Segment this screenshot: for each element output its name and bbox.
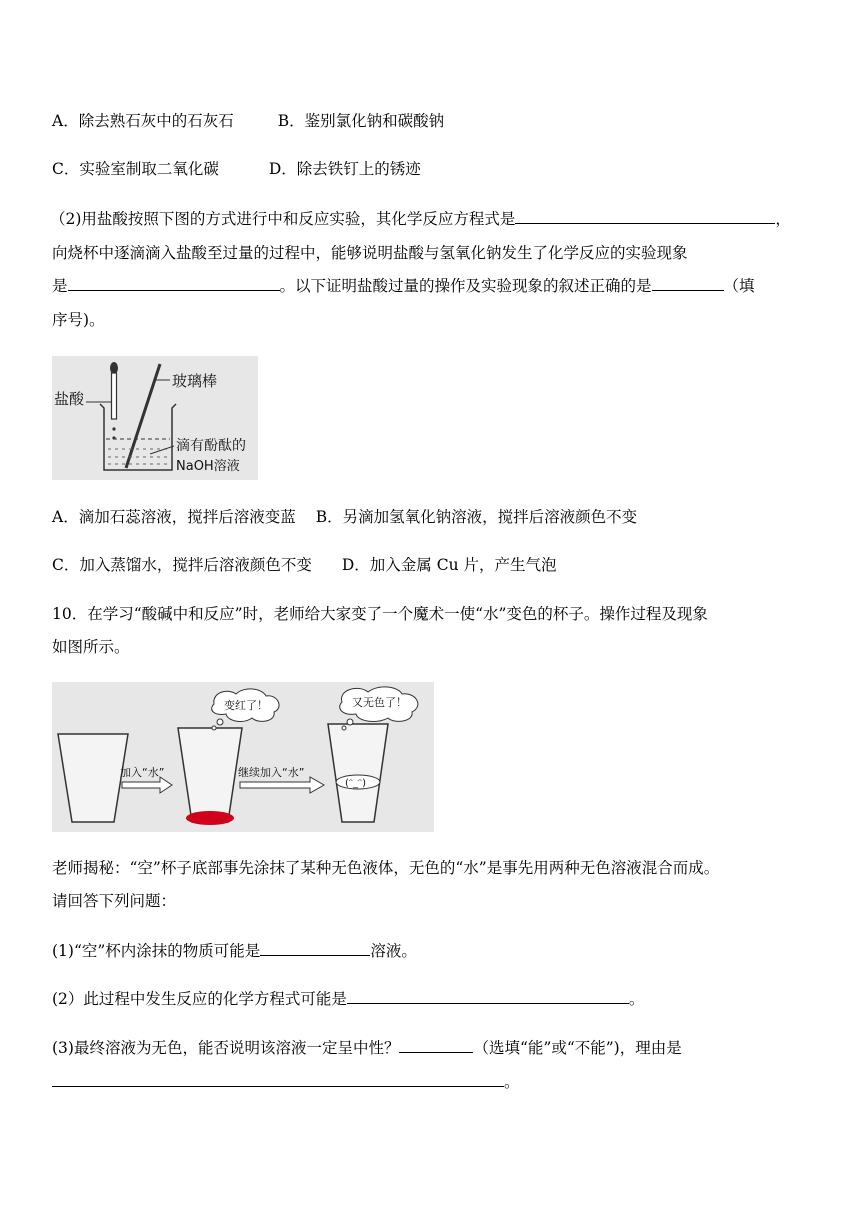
- arrow-label-2: 继续加入“水”: [238, 766, 305, 779]
- acid-drop: [112, 427, 115, 430]
- q10-part3-line-1: (3)最终溶液为无色，能否说明该溶液一定呈中性？ （选填“能”或“不能”)，理由是: [52, 1039, 682, 1057]
- label-solution-1: 滴有酚酞的: [176, 438, 246, 454]
- empty-cup: [58, 734, 128, 822]
- q9-part2-line-2: 向烧杯中逐滴滴入盐酸至过量的过程中，能够说明盐酸与氢氧化钠发生了化学反应的实验现象: [52, 244, 688, 262]
- answer-blank-substance[interactable]: [260, 940, 370, 956]
- answer-blank-phenomenon[interactable]: [68, 275, 280, 291]
- arrow-label-1: 加入“水”: [120, 766, 165, 779]
- bubble-dot: [212, 726, 216, 730]
- label-solution-2: NaOH溶液: [176, 459, 240, 474]
- answer-blank-reason[interactable]: [52, 1071, 504, 1087]
- red-cup: [178, 728, 242, 822]
- bubble-text-2: 又无色了！: [352, 696, 407, 709]
- option-d: D．除去铁钉上的锈迹: [268, 160, 421, 178]
- dropper-tube: [112, 373, 117, 419]
- beaker-illustration: [52, 356, 258, 480]
- answer-blank-equation[interactable]: [515, 208, 775, 224]
- cups-figure: [52, 682, 434, 832]
- q10-stem-line-1: 10．在学习“酸碱中和反应”时，老师给大家变了一个魔术一使“水”变色的杯子。操作过程及现象: [52, 605, 708, 623]
- q9-part2-line-3: 是 。以下证明盐酸过量的操作及实验现象的叙述正确的是 （填: [52, 277, 755, 295]
- cup-face: (ᵔ_ᵔ): [345, 778, 367, 789]
- option-a: A．除去熟石灰中的石灰石: [52, 112, 234, 130]
- q9-part2-line-4: 序号)。: [52, 311, 105, 329]
- choice-b: B．另滴加氢氧化钠溶液，搅拌后溶液颜色不变: [315, 508, 638, 526]
- bubble-dot: [217, 719, 223, 725]
- q10-reveal-line-1: 老师揭秘：“空”杯子底部事先涂抹了某种无色液体，无色的“水”是事先用两种无色溶液混合而成。: [52, 859, 720, 877]
- choice-d: D．加入金属 Cu 片，产生气泡: [341, 556, 557, 574]
- option-c: C．实验室制取二氧化碳: [52, 160, 219, 178]
- answer-blank-yes-no[interactable]: [399, 1037, 473, 1053]
- arrow-2: [240, 777, 324, 793]
- q9-options-row-2: [52, 158, 421, 180]
- q9-choices-row-2: [52, 554, 557, 576]
- choice-a: A．滴加石蕊溶液，搅拌后溶液变蓝: [52, 508, 296, 526]
- cups-illustration: [52, 682, 434, 832]
- answer-blank-choice[interactable]: [652, 275, 724, 291]
- red-liquid: [186, 811, 234, 825]
- q10-part2: (2）此过程中发生反应的化学方程式可能是 。: [52, 990, 645, 1008]
- q10-reveal-line-2: 请回答下列问题：: [52, 892, 177, 910]
- label-acid: 盐酸: [54, 390, 85, 408]
- beaker-figure: [52, 356, 258, 480]
- q10-stem-line-2: 如图所示。: [52, 638, 130, 656]
- q9-options-row-1: [52, 110, 444, 132]
- q9-choices-row-1: [52, 506, 637, 528]
- option-b: B．鉴别氯化钠和碳酸钠: [277, 112, 445, 130]
- bubble-dot: [342, 726, 346, 730]
- colorless-cup: [328, 724, 388, 822]
- leader-line-solution: [150, 446, 174, 454]
- q10-part1: (1)“空”杯内涂抹的物质可能是 溶液。: [52, 942, 417, 960]
- answer-blank-equation-2[interactable]: [347, 988, 629, 1004]
- label-glass-rod: 玻璃棒: [172, 372, 218, 390]
- bubble-text-1: 变红了！: [224, 699, 268, 712]
- q9-part2-line-1: （2)用盐酸按照下图的方式进行中和反应实验，其化学反应方程式是 ，: [50, 210, 791, 228]
- choice-c: C．加入蒸馏水，搅拌后溶液颜色不变: [52, 556, 312, 574]
- q10-part3-line-2: 。: [52, 1071, 520, 1093]
- bubble-dot: [347, 719, 353, 725]
- arrow-1: [122, 777, 172, 793]
- dropper-bulb: [110, 362, 118, 374]
